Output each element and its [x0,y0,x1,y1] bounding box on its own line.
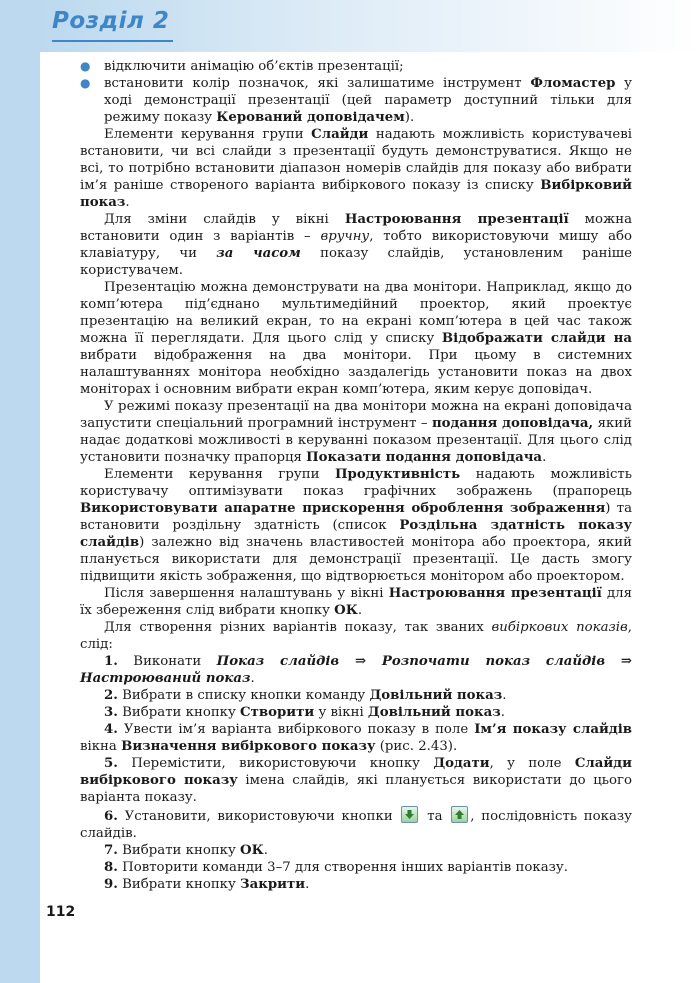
page-content [80,58,632,893]
paragraph: Для створення різних варіантів показу, так званих вибіркових показів, слід: [80,620,633,652]
list-item [80,58,632,75]
step-item: 2. Вибрати в списку кнопки команду Довільний показ. [104,688,507,703]
paragraph: Для зміни слайдів у вікні Настроювання презентації можна встановити один з варіантів – вручну, тобто використовуючи мишу або клавіатуру, чи за часом показу слайдів, установленим раніше користувачем. [80,212,633,278]
arrow-down-icon [401,806,418,823]
bullet-text: встановити колір позначок, які залишатиме інструмент Фломастер у ході демонстрації презентації (цей параметр доступний тільки для режиму показу Керований доповідачем). [104,76,632,125]
bullet-icon: ● [80,59,91,73]
step-item: 9. Вибрати кнопку Закрити. [104,877,310,892]
paragraph: Презентацію можна демонструвати на два монітори. Наприклад, якщо до комп’ютера під’єднано мультимедійний проектор, який проектує презентацію на великий екран, то на екрані комп’ютера в цей час також можна її переглядати. Для цього слід у списку Відображати слайди на вибрати відображення на два монітори. При цьому в системних налаштуваннях монітора необхідно заздалегідь установити показ на двох моніторах і основним вибрати екран комп’ютера, яким керує доповідач. [80,280,632,397]
step-item: 7. Вибрати кнопку ОК. [104,843,268,858]
step-item: 1. Виконати Показ слайдів ⇒ Розпочати показ слайдів ⇒ Настроюваний показ. [80,654,632,686]
paragraph: Елементи керування групи Слайди надають можливість користувачеві встановити, чи всі слайди з презентації будуть демонструватися. Якщо не всі, то потрібно встановити діапазон номерів слайдів для показу або вибрати ім’я раніше створеного варіанта вибіркового показу із списку Вибірковий показ. [80,127,632,210]
paragraph: Елементи керування групи Продуктивність надають можливість користувачу оптимізувати показ графічних зображень (прапорець Використовувати апаратне прискорення оброблення зображення) та встановити роздільну здатність (список Роздільна здатність показу слайдів) залежно від значень властивостей монітора або проектора, який планується використати для демонстрації презентації. Це дасть змогу підвищити якість зображення, що відтворюється монітором або проектором. [80,467,633,584]
list-item [80,75,632,126]
step-item: 3. Вибрати кнопку Створити у вікні Довільний показ. [104,705,505,720]
paragraph: Після завершення налаштувань у вікні Настроювання презентації для їх збереження слід вибрати кнопку ОК. [80,586,632,618]
paragraph: У режимі показу презентації на два монітори можна на екрані доповідача запустити спеціальний програмний інструмент – подання доповідача, який надає додаткові можливості в керуванні показом презентації. Для цього слід установити позначку прапорця Показати подання доповідача. [80,399,633,465]
step-item: 5. Перемістити, використовуючи кнопку Додати, у поле Слайди вибіркового показу імена слайдів, які планується використати до цього варіанта показу. [80,756,632,805]
section-title: Розділ 2 [52,8,173,42]
page-number: 112 [46,904,76,920]
bullet-icon: ● [80,76,91,90]
step-item: 4. Увести ім’я варіанта вибіркового показу в поле Ім’я показу слайдів вікна Визначення вибіркового показу (рис. 2.43). [80,722,632,754]
arrow-up-icon [451,806,468,823]
step-item: 8. Повторити команди 3–7 для створення інших варіантів показу. [104,860,568,875]
left-color-band [0,0,40,983]
step-item: 6. Установити, використовуючи кнопки та , послідовність показу слайдів. [80,806,632,842]
bullet-text: відключити анімацію об’єктів презентації; [104,59,404,74]
